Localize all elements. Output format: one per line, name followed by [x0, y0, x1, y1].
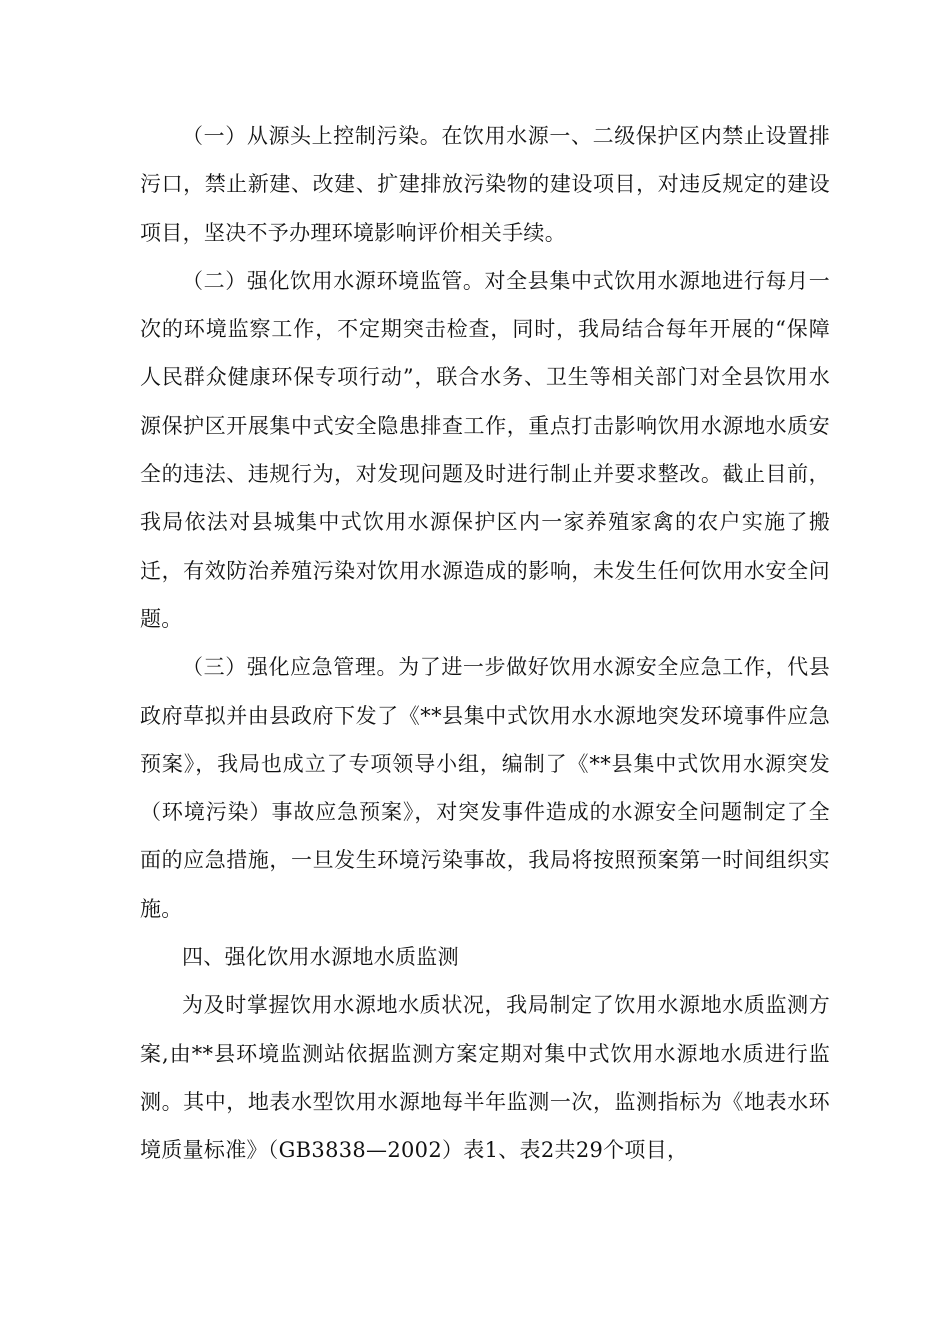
document-body: [140, 112, 830, 1175]
paragraph-emergency-management: （三）强化应急管理。为了进一步做好饮用水源安全应急工作，代县政府草拟并由县政府下发了《**县集中式饮用水水源地突发环境事件应急预案》，我局也成立了专项领导小组，编制了《**县集中式饮用水源突发（环境污染）事故应急预案》，对突发事件造成的水源安全问题制定了全面的应急措施，一旦发生环境污染事故，我局将按照预案第一时间组织实施。: [140, 655, 830, 921]
paragraph-environmental-supervision: （二）强化饮用水源环境监管。对全县集中式饮用水源地进行每月一次的环境监察工作，不定期突击检查，同时，我局结合每年开展的“保障人民群众健康环保专项行动”，联合水务、卫生等相关部门对全县饮用水源保护区开展集中式安全隐患排查工作，重点打击影响饮用水源地水质安全的违法、违规行为，对发现问题及时进行制止并要求整改。截止目前，我局依法对县城集中式饮用水源保护区内一家养殖家禽的农户实施了搬迁，有效防治养殖污染对饮用水源造成的影响，未发生任何饮用水安全问题。: [140, 268, 830, 631]
section-heading-water-quality-monitoring: 四、强化饮用水源地水质监测: [182, 945, 459, 970]
paragraph-monitoring-plan: 为及时掌握饮用水源地水质状况，我局制定了饮用水源地水质监测方案,由**县环境监测站依据监测方案定期对集中式饮用水源地水质进行监测。其中，地表水型饮用水源地每半年监测一次，监测指标为《地表水环境质量标准》（GB3838—2002）表1、表2共29个项目，: [140, 993, 830, 1163]
paragraph-pollution-control: （一）从源头上控制污染。在饮用水源一、二级保护区内禁止设置排污口，禁止新建、改建、扩建排放污染物的建设项目，对违反规定的建设项目，坚决不予办理环境影响评价相关手续。: [140, 124, 830, 245]
